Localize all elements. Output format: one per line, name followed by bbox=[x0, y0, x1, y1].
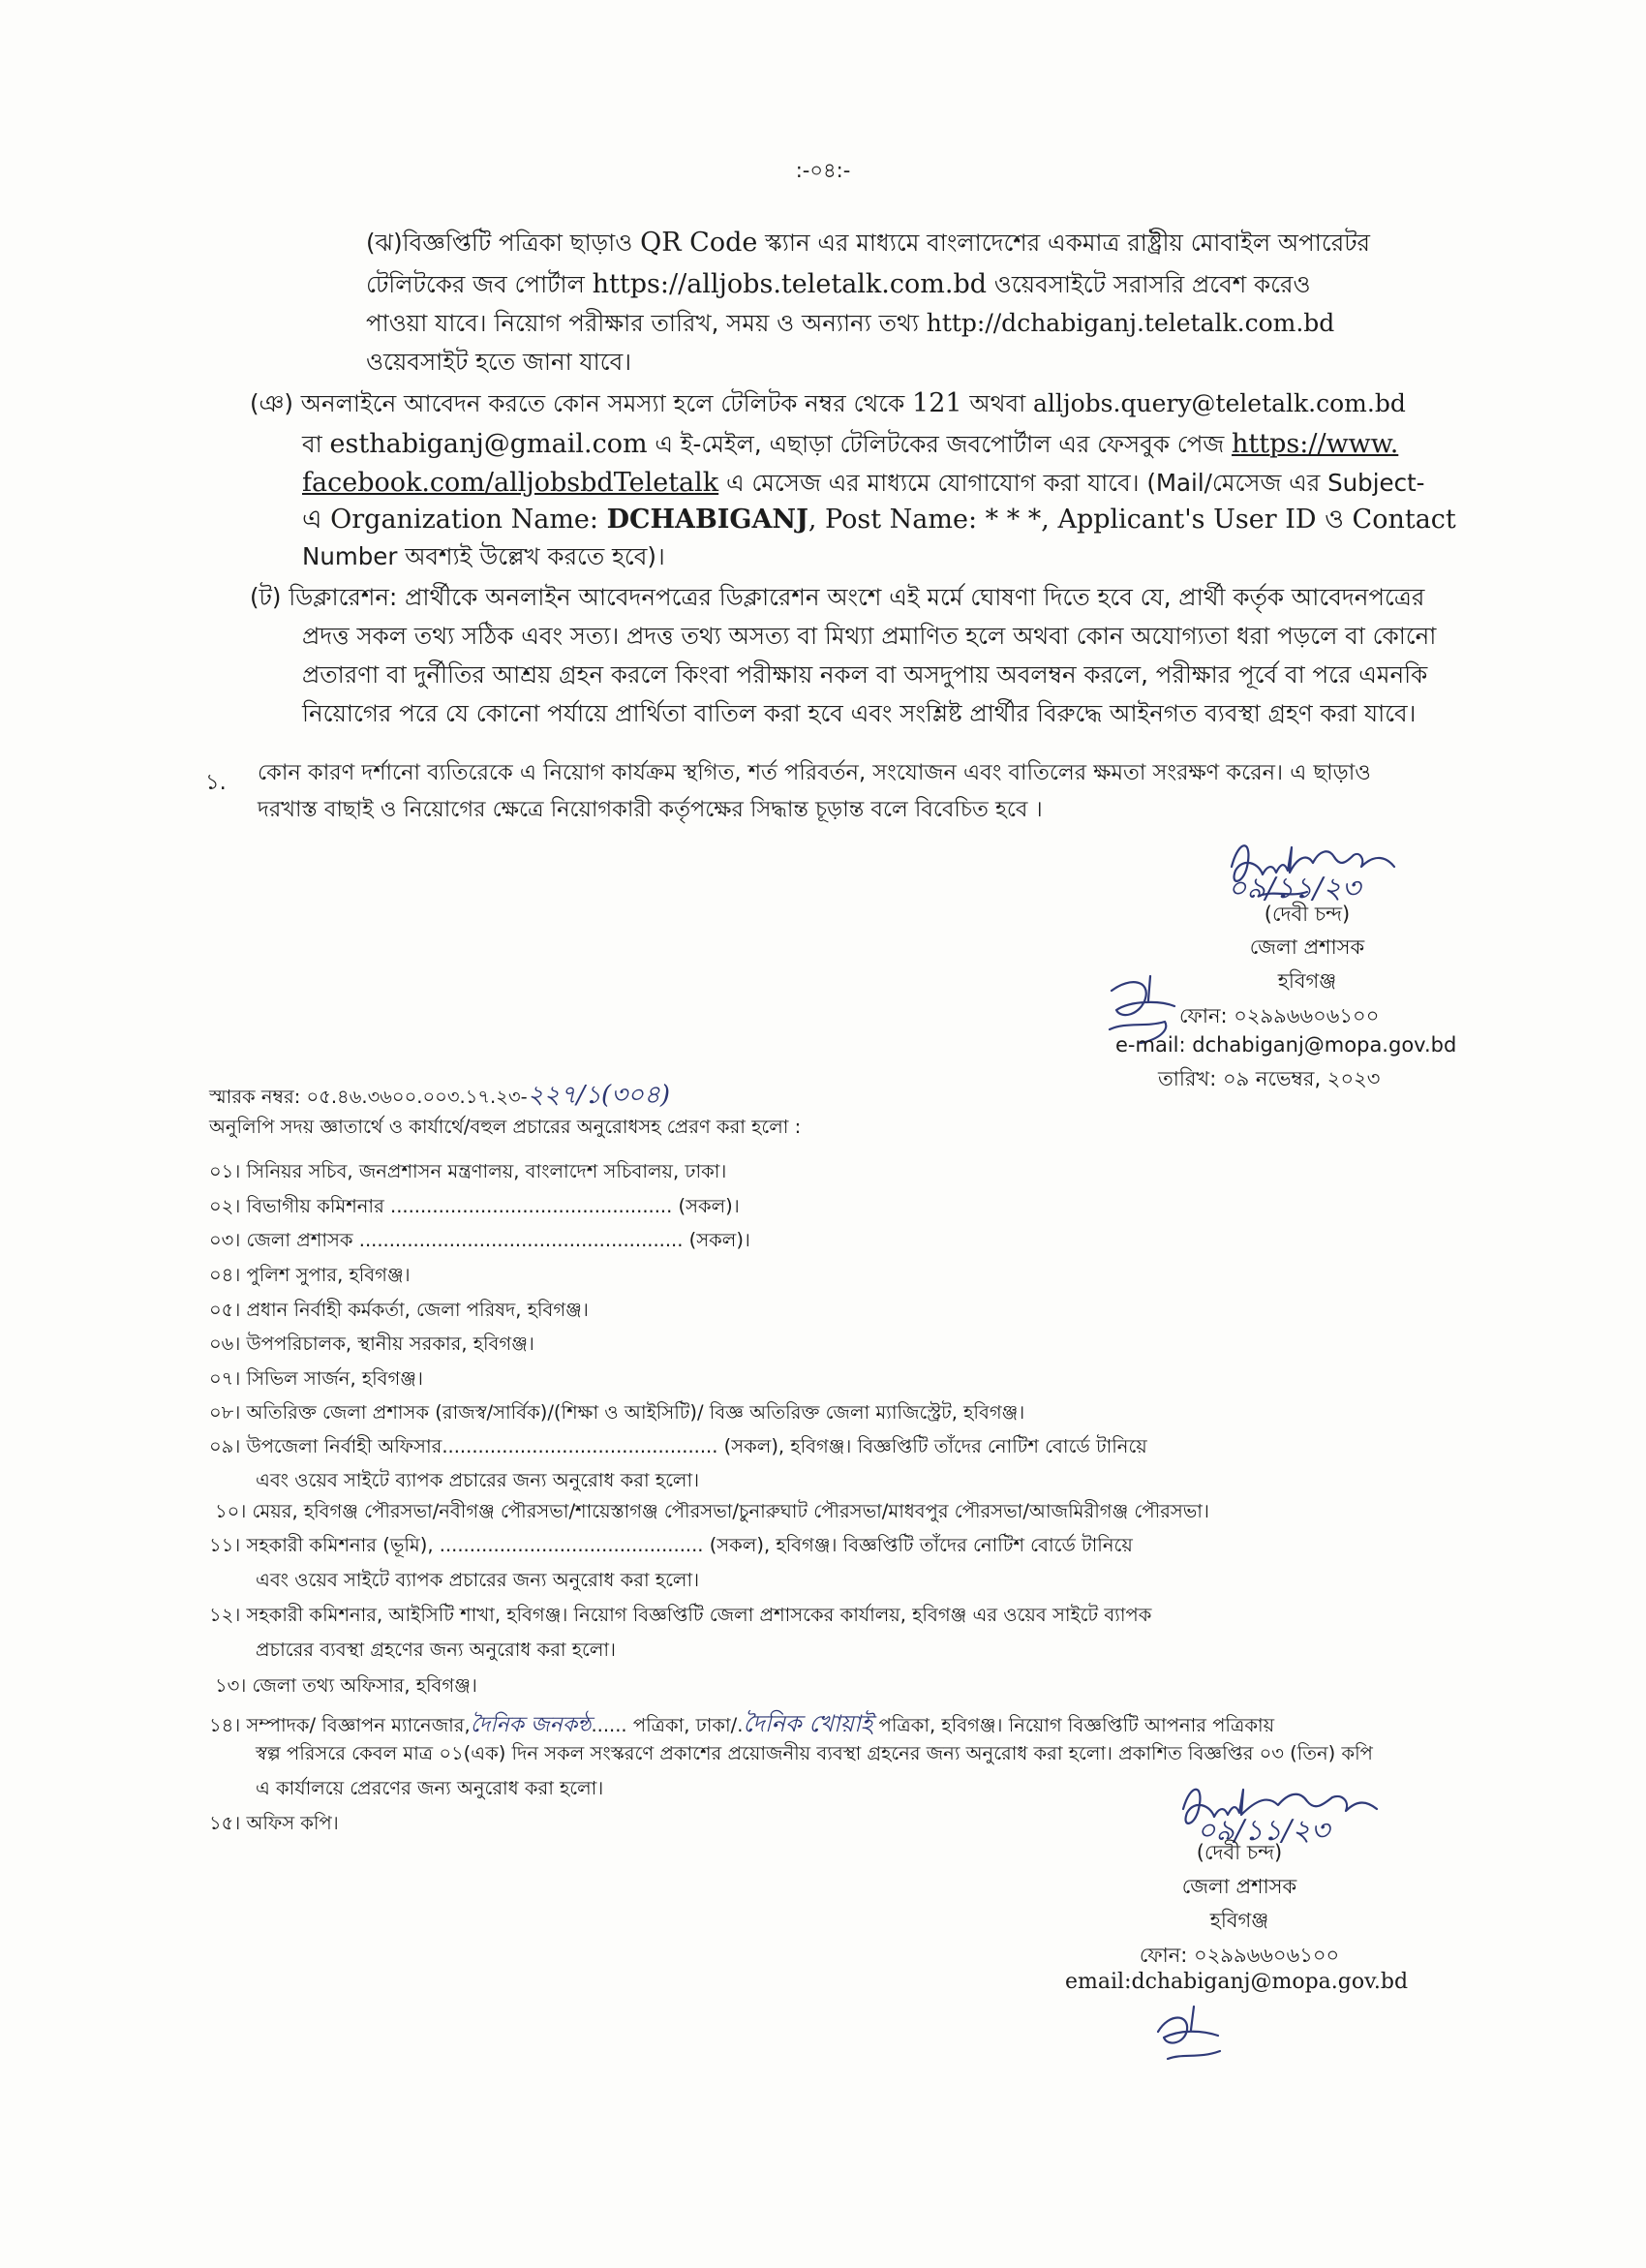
signatory-office: হবিগঞ্জ bbox=[1277, 969, 1337, 993]
list-item: ০৪। পুলিশ সুপার, হবিগঞ্জ। bbox=[209, 1264, 411, 1286]
clause-ta-line-3: প্রতারণা বা দুর্নীতির আশ্রয় গ্রহন করলে কিংবা পরীক্ষায় নকল বা অসদুপায় অবলম্বন করলে, পরীক্ষার পূর্বে বা পরে এমনকি bbox=[302, 660, 1428, 689]
signatory-title: জেলা প্রশাসক bbox=[1181, 1875, 1297, 1898]
signatory-name: (দেবী চন্দ) bbox=[1196, 1841, 1283, 1864]
dchabiganj-url: http://dchabiganj.teletalk.com.bd bbox=[926, 309, 1335, 337]
list-item: ০১। সিনিয়র সচিব, জনপ্রশাসন মন্ত্রণালয়, বাংলাদেশ সচিবালয়, ঢাকা। bbox=[209, 1160, 727, 1182]
organization-name: DCHABIGANJ bbox=[606, 505, 808, 535]
clause-nya-line-2: বা esthabiganj@gmail.com এ ই-মেইল, এছাড়া টেলিটকের জবপোর্টাল এর ফেসবুক পেজ https://www. bbox=[302, 429, 1399, 459]
newspaper-1-handwritten: দৈনিক জনকন্ঠ bbox=[470, 1713, 592, 1737]
clause-jha-line-1: (ঝ)বিজ্ঞপ্তিটি পত্রিকা ছাড়াও QR Code স্ক্যান এর মাধ্যমে বাংলাদেশের একমাত্র রাষ্ট্রীয় মোবাইল অপারেটর bbox=[366, 228, 1371, 258]
facebook-url-part-2: facebook.com/alljobsbdTeletalk bbox=[302, 468, 719, 498]
list-item: ১০। মেয়র, হবিগঞ্জ পৌরসভা/নবীগঞ্জ পৌরসভা/শায়েস্তাগঞ্জ পৌরসভা/চুনারুঘাট পৌরসভা/মাধবপুর পৌরসভা/আজমিরীগঞ্জ পৌরসভা। bbox=[215, 1500, 1209, 1522]
clause-jha-line-3: পাওয়া যাবে। নিয়োগ পরীক্ষার তারিখ, সময় ও অন্যান্য তথ্য http://dchabiganj.teletalk.com.bd bbox=[366, 309, 1335, 337]
list-item-continuation: এবং ওয়েব সাইটে ব্যাপক প্রচারের জন্য অনুরোধ করা হলো। bbox=[256, 1569, 700, 1591]
signatory-phone: ফোন: ০২৯৯৬৬০৬১০০ bbox=[1139, 1944, 1340, 1967]
list-item: ০৮। অতিরিক্ত জেলা প্রশাসক (রাজস্ব/সার্বিক)/(শিক্ষা ও আইসিটি)/ বিজ্ঞ অতিরিক্ত জেলা ম্যাজিস্ট্রেট, হবিগঞ্জ। bbox=[209, 1401, 1025, 1424]
list-item: ১২। সহকারী কমিশনার, আইসিটি শাখা, হবিগঞ্জ। নিয়োগ বিজ্ঞপ্তিটি জেলা প্রশাসকের কার্যালয়, হবিগঞ্জ এর ওয়েব সাইটে ব্যাপক bbox=[209, 1604, 1152, 1626]
list-item: ০৩। জেলা প্রশাসক ...................................................... (সকল)। bbox=[209, 1229, 750, 1251]
list-item-continuation: এ কার্যালয়ে প্রেরণের জন্য অনুরোধ করা হলো। bbox=[256, 1777, 604, 1799]
clause-jha-line-2: টেলিটকের জব পোর্টাল https://alljobs.teletalk.com.bd ওয়েবসাইটে সরাসরি প্রবেশ করেও bbox=[366, 269, 1311, 299]
clause-label: (ঝ) bbox=[366, 229, 403, 257]
alljobs-url: https://alljobs.teletalk.com.bd bbox=[592, 269, 988, 299]
clause-jha-line-4: ওয়েবসাইট হতে জানা যাবে। bbox=[366, 348, 632, 376]
signatory-email: email:dchabiganj@mopa.gov.bd bbox=[1065, 1970, 1409, 1994]
signatory-name: (দেবী চন্দ) bbox=[1264, 903, 1351, 926]
clause-nya-line-4: এ Organization Name: DCHABIGANJ, Post Name: * * *, Applicant's User ID ও Contact bbox=[302, 505, 1456, 535]
list-item-continuation: স্বল্প পরিসরে কেবল মাত্র ০১(এক) দিন সকল সংস্করণে প্রকাশের প্রয়োজনীয় ব্যবস্থা গ্রহনের জন্য অনুরোধ করা হলো। প্রকাশিত বিজ্ঞপ্তির ০৩ (তিন) কপি bbox=[256, 1742, 1373, 1764]
list-item: ০৭। সিভিল সার্জন, হবিগঞ্জ। bbox=[209, 1367, 423, 1390]
alljobs-query-email: alljobs.query@teletalk.com.bd bbox=[1032, 389, 1406, 417]
clause-ta-line-2: প্রদত্ত সকল তথ্য সঠিক এবং সত্য। প্রদত্ত তথ্য অসত্য বা মিথ্যা প্রমাণিত হলে অথবা কোন অযোগ্যতা ধরা পড়লে বা কোনো bbox=[302, 622, 1437, 650]
copy-intro: অনুলিপি সদয় জ্ঞাতার্থে ও কার্যার্থে/বহুল প্রচারের অনুরোধসহ প্রেরণ করা হলো : bbox=[209, 1116, 802, 1138]
note-line-2: দরখাস্ত বাছাই ও নিয়োগের ক্ষেত্রে নিয়োগকারী কর্তৃপক্ষের সিদ্ধান্ত চূড়ান্ত বলে বিবেচিত হবে । bbox=[258, 797, 1043, 822]
signature-1-date: ০৯/১১/২৩ bbox=[1228, 872, 1361, 905]
list-item-continuation: প্রচারের ব্যবস্থা গ্রহণের জন্য অনুরোধ করা হলো। bbox=[256, 1639, 617, 1661]
signatory-email: e-mail: dchabiganj@mopa.gov.bd bbox=[1115, 1033, 1457, 1057]
note-line-1: কোন কারণ দর্শানো ব্যতিরেকে এ নিয়োগ কার্যক্রম স্থগিত, শর্ত পরিবর্তন, সংযোজন এবং বাতিলের ক্ষমতা সংরক্ষণ করেন। এ ছাড়াও bbox=[258, 760, 1371, 785]
esthabiganj-email: esthabiganj@gmail.com bbox=[329, 429, 648, 459]
signatory-phone: ফোন: ০২৯৯৬৬০৬১০০ bbox=[1179, 1004, 1380, 1027]
qr-code-text: QR Code bbox=[640, 228, 758, 258]
list-item: ০৫। প্রধান নির্বাহী কর্মকর্তা, জেলা পরিষদ, হবিগঞ্জ। bbox=[209, 1299, 589, 1321]
list-item: ১৩। জেলা তথ্য অফিসার, হবিগঞ্জ। bbox=[215, 1674, 477, 1697]
newspaper-2-handwritten: দৈনিক খোয়াই bbox=[743, 1710, 873, 1737]
clause-nya-line-3: facebook.com/alljobsbdTeletalk এ মেসেজ এর মাধ্যমে যোগাযোগ করা যাবে। (Mail/মেসেজ এর Subject- bbox=[302, 468, 1425, 498]
initial-scribble-2 bbox=[1141, 2003, 1247, 2075]
memo-number: স্মারক নম্বর: ০৫.৪৬.৩৬০০.০০৩.১৭.২৩-২২৭/১(৩০৪) bbox=[209, 1081, 670, 1110]
clause-ta-line-1: (ট) ডিক্লারেশন: প্রার্থীকে অনলাইন আবেদনপত্রের ডিক্লারেশন অংশে এই মর্মে ঘোষণা দিতে হবে যে, প্রার্থী কর্তৃক আবেদনপত্রের bbox=[250, 583, 1425, 611]
page-number: :-০৪:- bbox=[795, 159, 851, 182]
list-item: ১১। সহকারী কমিশনার (ভূমি), ............................................ (সকল), হবিগঞ্জ। বিজ্ঞপ্তিটি তাঁদের নোটিশ বোর্ডে টানিয়ে bbox=[209, 1534, 1133, 1556]
clause-label: (ট) bbox=[250, 583, 282, 611]
clause-nya-line-1: (ঞ) অনলাইনে আবেদন করতে কোন সমস্যা হলে টেলিটক নম্বর থেকে 121 অথবা alljobs.query@teletalk.com.bd bbox=[250, 388, 1406, 418]
memo-number-handwritten: ২২৭/১(৩০৪) bbox=[527, 1081, 670, 1110]
note-number: ১. bbox=[205, 770, 227, 795]
signature-2-date: ০৯/১১/২৩ bbox=[1197, 1814, 1330, 1848]
clause-nya-line-5: Number অবশ্যই উল্লেখ করতে হবে)। bbox=[302, 542, 665, 570]
clause-label: (ঞ) bbox=[250, 389, 293, 417]
list-item: ০৬। উপপরিচালক, স্থানীয় সরকার, হবিগঞ্জ। bbox=[209, 1333, 534, 1355]
list-item: ০২। বিভাগীয় কমিশনার ............................................... (সকল)। bbox=[209, 1195, 740, 1217]
list-item: ১৫। অফিস কপি। bbox=[209, 1812, 339, 1834]
list-item-continuation: এবং ওয়েব সাইটে ব্যাপক প্রচারের জন্য অনুরোধ করা হলো। bbox=[256, 1469, 700, 1491]
signatory-title: জেলা প্রশাসক bbox=[1249, 935, 1365, 959]
clause-ta-line-4: নিয়োগের পরে যে কোনো পর্যায়ে প্রার্থিতা বাতিল করা হবে এবং সংশ্লিষ্ট প্রার্থীর বিরুদ্ধে আইনগত ব্যবস্থা গ্রহণ করা যাবে। bbox=[302, 699, 1417, 727]
list-item: ০৯। উপজেলা নির্বাহী অফিসার.............................................. (সকল), হবিগঞ্জ। বিজ্ঞপ্তিটি তাঁদের নোটিশ বোর্ডে টানিয়ে bbox=[209, 1435, 1147, 1457]
document-date: তারিখ: ০৯ নভেম্বর, ২০২৩ bbox=[1158, 1067, 1381, 1090]
list-item-14: ১৪। সম্পাদক/ বিজ্ঞাপন ম্যানেজার,দৈনিক জনকন্ঠ...... পত্রিকা, ঢাকা/.দৈনিক খোয়াই পত্রিকা, হবিগঞ্জ। নিয়োগ বিজ্ঞপ্তিটি আপনার পত্রিকায় bbox=[209, 1710, 1275, 1737]
signatory-office: হবিগঞ্জ bbox=[1209, 1909, 1269, 1932]
facebook-url-part-1: https://www. bbox=[1232, 429, 1399, 459]
